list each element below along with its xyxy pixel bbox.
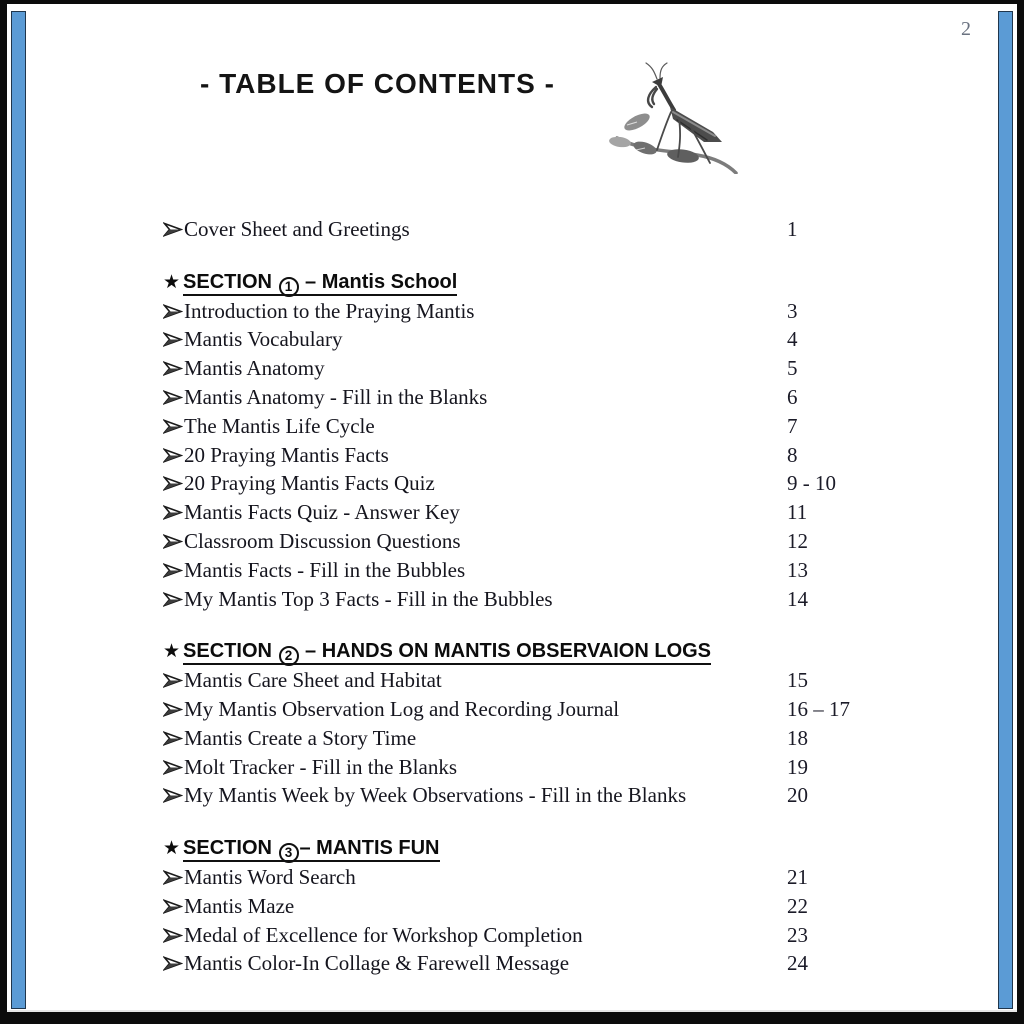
toc-section-heading — [163, 637, 883, 666]
section-title-prefix: SECTION — [183, 640, 278, 663]
section-title — [183, 640, 711, 665]
toc-item — [163, 949, 883, 978]
toc-item-page: 1 — [787, 217, 798, 241]
toc-item-label: 20 Praying Mantis Facts Quiz — [184, 471, 435, 496]
toc-item-label: Mantis Facts - Fill in the Bubbles — [184, 557, 466, 582]
toc-item — [163, 695, 883, 724]
arrow-bullet-icon — [163, 469, 183, 498]
toc-item-label: Mantis Color-In Collage & Farewell Message — [184, 951, 570, 976]
toc-item — [163, 498, 883, 527]
toc-item-page: 24 — [787, 951, 808, 976]
toc-item-label: My Mantis Observation Log and Recording Journal — [184, 696, 620, 721]
toc-item — [163, 863, 883, 892]
page-title: - TABLE OF CONTENTS - — [200, 68, 555, 99]
toc-item-page: 8 — [787, 442, 798, 467]
toc-item-label: Medal of Excellence for Workshop Completion — [184, 922, 583, 947]
section-title-prefix: SECTION — [183, 837, 278, 860]
toc-item-page: 13 — [787, 557, 808, 582]
arrow-bullet-icon — [163, 412, 183, 441]
toc-item — [163, 556, 883, 585]
toc-item-page: 7 — [787, 413, 798, 438]
arrow-bullet-icon — [163, 556, 183, 585]
toc-item-page: 18 — [787, 725, 808, 750]
toc-item-page: 12 — [787, 528, 808, 553]
section-title-suffix: – Mantis School — [299, 270, 458, 293]
arrow-bullet-icon — [163, 724, 183, 753]
toc-item-page: 4 — [787, 327, 798, 352]
star-icon: ★ — [163, 640, 181, 663]
toc-item-page: 6 — [787, 384, 798, 409]
circled-number-icon: 1 — [279, 277, 299, 297]
toc-item — [163, 666, 883, 695]
page-number: 2 — [961, 18, 971, 40]
toc-item — [163, 412, 883, 441]
section-title-prefix: SECTION — [183, 270, 278, 293]
toc-item-page: 19 — [787, 754, 808, 779]
toc-item — [163, 469, 883, 498]
toc-item-page: 9 - 10 — [787, 471, 836, 496]
toc-item — [163, 753, 883, 782]
star-icon: ★ — [163, 270, 181, 293]
section-title — [183, 271, 457, 296]
toc-item-label: Classroom Discussion Questions — [184, 528, 461, 553]
circled-number-icon: 3 — [279, 843, 299, 863]
toc-item-label: Mantis Maze — [184, 893, 295, 918]
arrow-bullet-icon — [163, 498, 183, 527]
toc-item-page: 15 — [787, 668, 808, 693]
toc-item-page: 23 — [787, 922, 808, 947]
left-accent-bar — [11, 11, 26, 1009]
toc-item — [163, 215, 883, 244]
toc-item — [163, 354, 883, 383]
arrow-bullet-icon — [163, 585, 183, 614]
toc-item-page: 21 — [787, 864, 808, 889]
toc-item — [163, 921, 883, 950]
document-page — [7, 4, 1017, 1012]
toc-section-heading — [163, 834, 883, 863]
praying-mantis-illustration — [607, 62, 747, 174]
toc-item-label: Mantis Anatomy — [184, 356, 325, 381]
toc-item — [163, 892, 883, 921]
toc-item-label: Cover Sheet and Greetings — [184, 217, 410, 241]
toc-item — [163, 441, 883, 470]
toc-item — [163, 297, 883, 326]
arrow-bullet-icon — [163, 325, 183, 354]
toc-item — [163, 325, 883, 354]
toc-item-label: Mantis Vocabulary — [184, 327, 343, 352]
mantis-body — [646, 63, 722, 163]
toc-item-page: 22 — [787, 893, 808, 918]
arrow-bullet-icon — [163, 527, 183, 556]
toc-item — [163, 383, 883, 412]
toc-item-page: 14 — [787, 586, 808, 611]
circled-number-icon: 2 — [279, 646, 299, 666]
toc-item-page: 20 — [787, 783, 808, 808]
arrow-bullet-icon — [163, 863, 183, 892]
toc-item-label: Mantis Facts Quiz - Answer Key — [184, 500, 460, 525]
toc-item-label: Mantis Anatomy - Fill in the Blanks — [184, 384, 488, 409]
arrow-bullet-icon — [163, 297, 183, 326]
toc-item-label: Mantis Care Sheet and Habitat — [184, 668, 442, 693]
toc-item-label: My Mantis Top 3 Facts - Fill in the Bubbles — [184, 586, 553, 611]
toc-item — [163, 781, 883, 810]
section-title-suffix: – HANDS ON MANTIS OBSERVAION LOGS — [299, 640, 712, 663]
toc-item-label: My Mantis Week by Week Observations - Fill in the Blanks — [184, 783, 687, 808]
arrow-bullet-icon — [163, 753, 183, 782]
toc-item-page: 3 — [787, 298, 798, 323]
arrow-bullet-icon — [163, 921, 183, 950]
toc-item-label: Mantis Word Search — [184, 864, 356, 889]
toc-item-page: 11 — [787, 500, 808, 525]
toc-list — [163, 215, 883, 978]
toc-item-page: 16 – 17 — [787, 696, 850, 721]
arrow-bullet-icon — [163, 215, 183, 244]
arrow-bullet-icon — [163, 383, 183, 412]
toc-section-heading — [163, 268, 883, 297]
arrow-bullet-icon — [163, 949, 183, 978]
arrow-bullet-icon — [163, 354, 183, 383]
star-icon: ★ — [163, 837, 181, 860]
toc-item-label: Molt Tracker - Fill in the Blanks — [184, 754, 457, 779]
arrow-bullet-icon — [163, 892, 183, 921]
arrow-bullet-icon — [163, 441, 183, 470]
section-title-suffix: – MANTIS FUN — [299, 837, 440, 860]
right-accent-bar — [998, 11, 1013, 1009]
toc-item-label: Mantis Create a Story Time — [184, 725, 417, 750]
arrow-bullet-icon — [163, 666, 183, 695]
arrow-bullet-icon — [163, 695, 183, 724]
toc-item-label: 20 Praying Mantis Facts — [184, 442, 389, 467]
toc-item-page: 5 — [787, 356, 798, 381]
toc-item — [163, 527, 883, 556]
toc-item — [163, 724, 883, 753]
toc-item-label: The Mantis Life Cycle — [184, 413, 375, 438]
toc-item-label: Introduction to the Praying Mantis — [184, 298, 475, 323]
section-title — [183, 837, 439, 862]
arrow-bullet-icon — [163, 781, 183, 810]
toc-item — [163, 585, 883, 614]
